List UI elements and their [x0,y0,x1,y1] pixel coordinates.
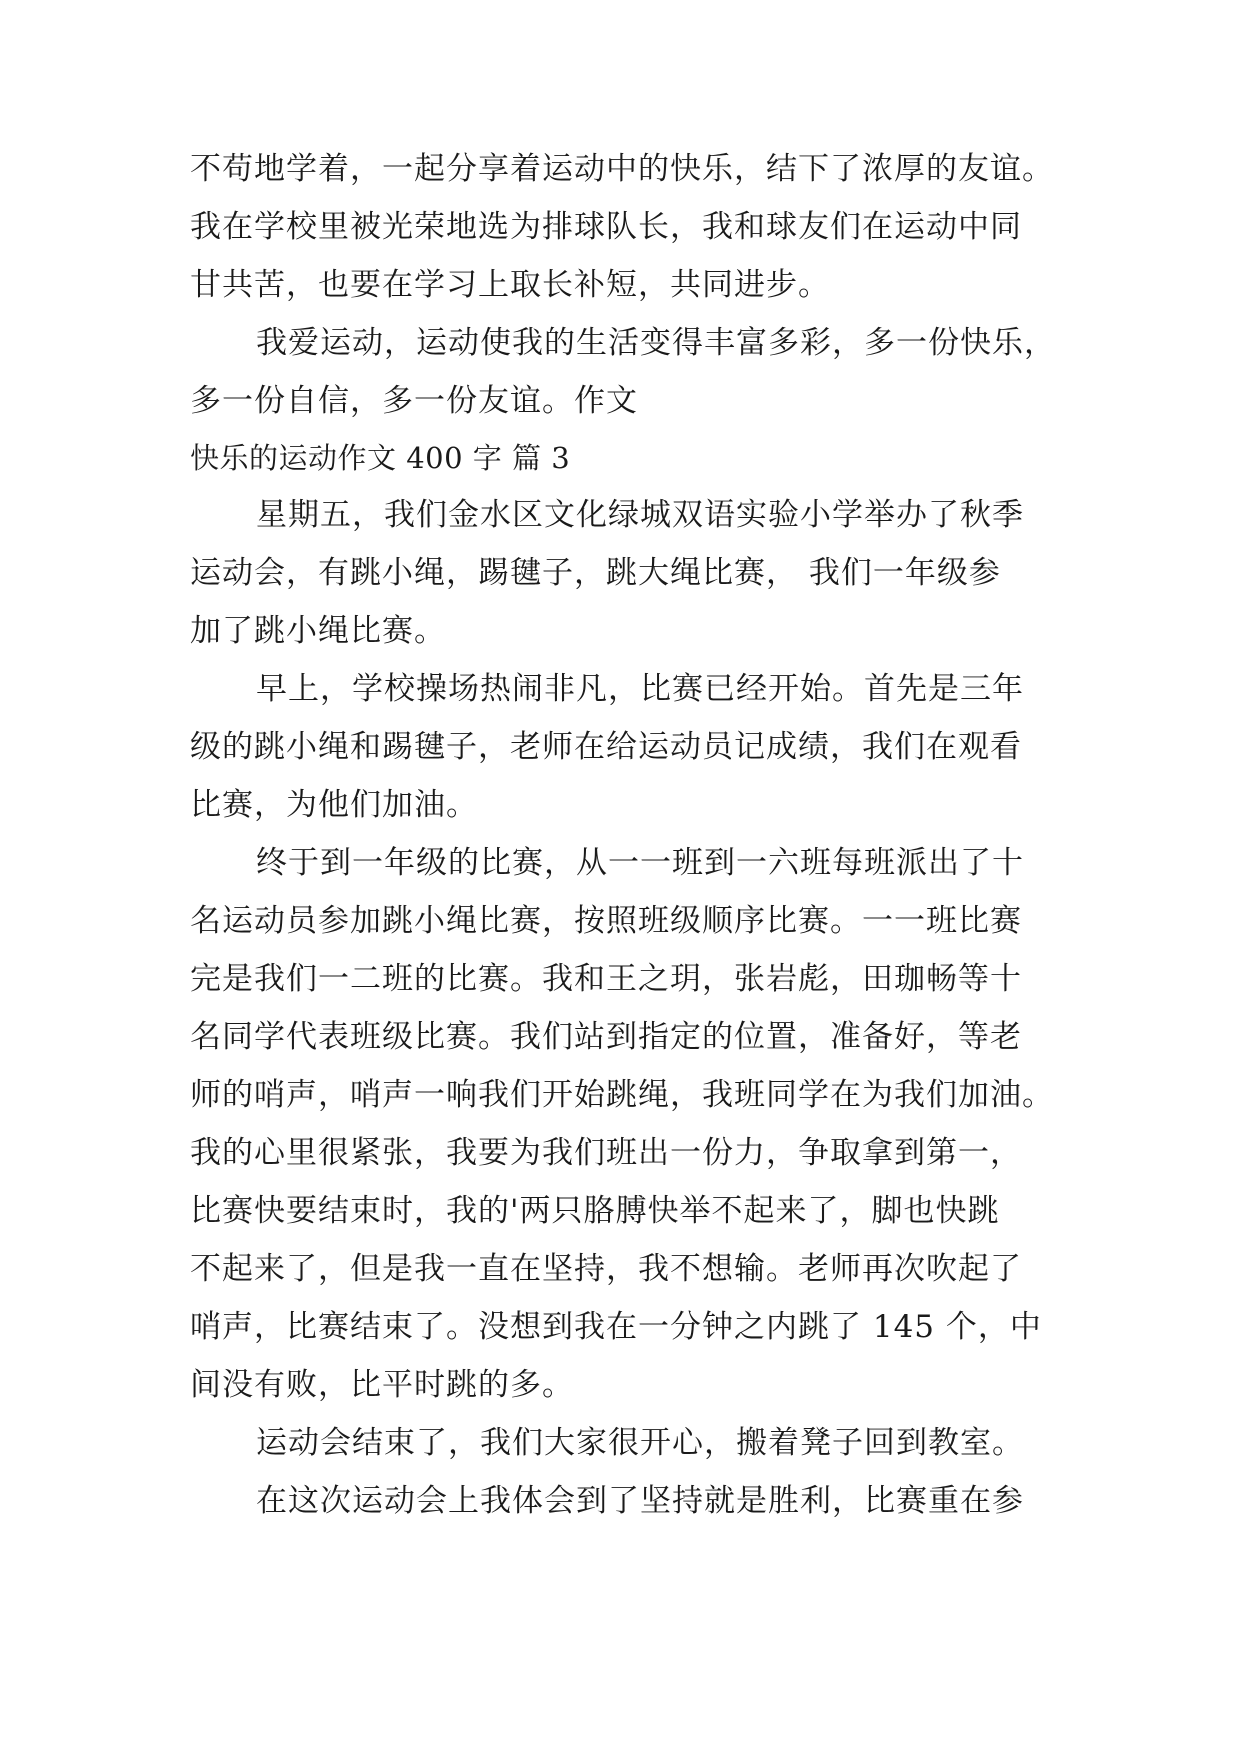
text-line: 加了跳小绳比赛。 [190,613,446,649]
text-line: 比赛快要结束时，我的'两只胳膊快举不起来了，脚也快跳 [190,1193,1000,1229]
text-line: 终于到一年级的比赛，从一一班到一六班每班派出了十 [256,845,1024,881]
text-line: 间没有败，比平时跳的多。 [190,1367,574,1403]
text-line: 不起来了，但是我一直在坚持，我不想输。老师再次吹起了 [190,1251,1022,1287]
section-heading: 快乐的运动作文 400 字 篇 3 [190,441,571,475]
text-line: 师的哨声，哨声一响我们开始跳绳，我班同学在为我们加油。 [190,1077,1054,1113]
text-line: 在这次运动会上我体会到了坚持就是胜利，比赛重在参 [256,1483,1024,1519]
text-line: 名同学代表班级比赛。我们站到指定的位置，准备好，等老 [190,1019,1022,1055]
text-line: 级的跳小绳和踢毽子，老师在给运动员记成绩，我们在观看 [190,729,1022,765]
text-line: 我的心里很紧张，我要为我们班出一份力，争取拿到第一， [190,1135,1022,1171]
text-line: 早上，学校操场热闹非凡，比赛已经开始。首先是三年 [256,671,1024,707]
text-line: 星期五，我们金水区文化绿城双语实验小学举办了秋季 [256,497,1024,533]
text-line: 多一份自信，多一份友谊。作文 [190,383,638,419]
text-line: 甘共苦，也要在学习上取长补短，共同进步。 [190,267,830,303]
text-line: 名运动员参加跳小绳比赛，按照班级顺序比赛。一一班比赛 [190,903,1022,939]
text-line: 运动会，有跳小绳，踢毽子，跳大绳比赛， 我们一年级参 [190,555,1001,591]
text-line: 我在学校里被光荣地选为排球队长，我和球友们在运动中同 [190,209,1022,245]
text-line: 我爱运动，运动使我的生活变得丰富多彩，多一份快乐， [256,325,1056,361]
text-line: 不苟地学着，一起分享着运动中的快乐，结下了浓厚的友谊。 [190,151,1054,187]
text-line: 运动会结束了，我们大家很开心，搬着凳子回到教室。 [256,1425,1024,1461]
text-line: 哨声，比赛结束了。没想到我在一分钟之内跳了 145 个，中 [190,1309,1042,1345]
text-line: 比赛，为他们加油。 [190,787,478,823]
text-line: 完是我们一二班的比赛。我和王之玥，张岩彪，田珈畅等十 [190,961,1022,997]
